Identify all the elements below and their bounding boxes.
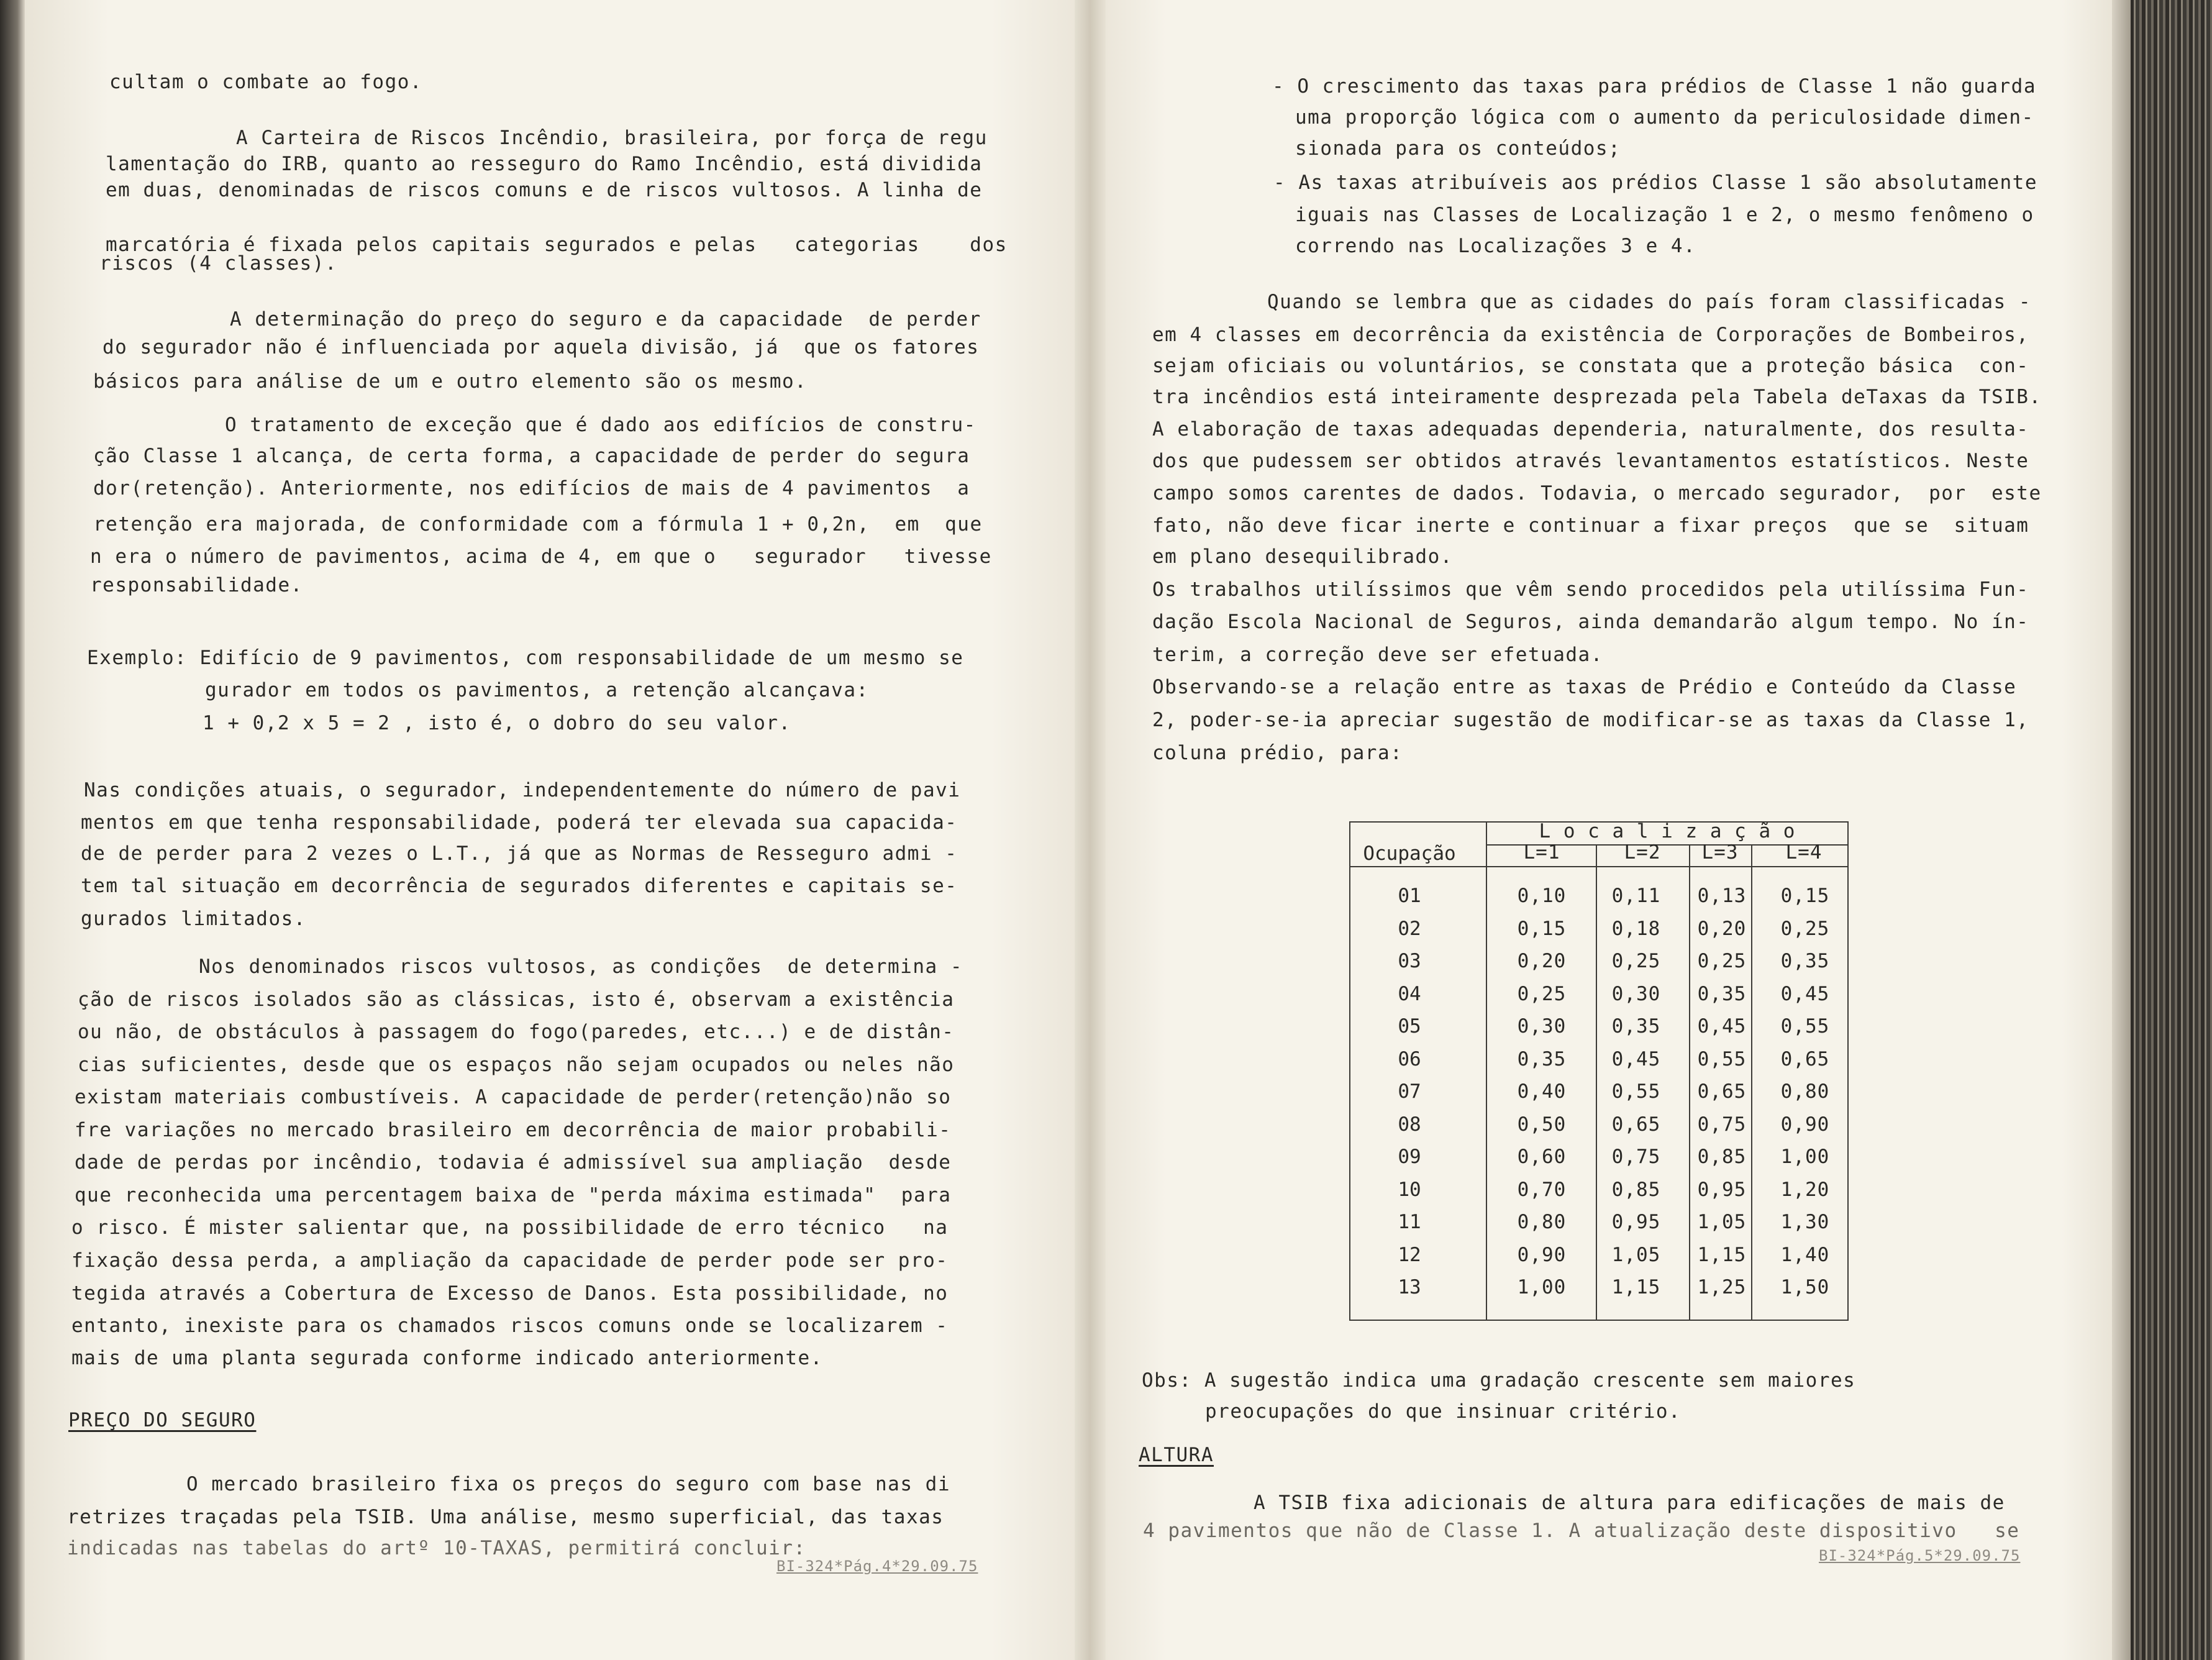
text-line: o risco. É mister salientar que, na possibilidade de erro técnico na: [71, 1216, 949, 1239]
table-value-cell: 0,15: [1517, 917, 1567, 940]
text-line: terim, a correção deve ser efetuada.: [1152, 644, 1603, 666]
table-value-cell: 0,85: [1611, 1178, 1661, 1201]
table-value-cell: 1,00: [1780, 1146, 1830, 1168]
table-value-cell: 0,11: [1611, 885, 1661, 907]
text-line: - As taxas atribuíveis aos prédios Classe 1 são absolutamente: [1273, 171, 2037, 194]
text-line: dação Escola Nacional de Seguros, ainda demandarão algum tempo. No ín-: [1152, 611, 2029, 633]
text-line: iguais nas Classes de Localização 1 e 2, o mesmo fenômeno o: [1295, 204, 2034, 226]
table-occupation-cell: 13: [1398, 1276, 1421, 1298]
text-line: responsabilidade.: [90, 574, 303, 596]
text-line: 2, poder-se-ia apreciar sugestão de modificar-se as taxas da Classe 1,: [1152, 709, 2029, 731]
table-value-cell: 0,55: [1780, 1015, 1830, 1038]
table-value-cell: 0,75: [1697, 1113, 1747, 1136]
text-line: dos que pudessem ser obtidos através levantamentos estatísticos. Neste: [1152, 450, 2029, 472]
page-footer: BI-324*Pág.5*29.09.75: [1819, 1547, 2021, 1564]
text-line: O tratamento de exceção que é dado aos edifícios de constru-: [225, 414, 976, 436]
table-col-header: L=4: [1785, 841, 1823, 864]
text-line: A elaboração de taxas adequadas dependeria, naturalmente, dos resulta-: [1152, 418, 2029, 440]
obs-line: preocupações do que insinuar critério.: [1205, 1400, 1682, 1423]
table-value-cell: 0,45: [1611, 1047, 1661, 1070]
text-line: correndo nas Localizações 3 e 4.: [1295, 235, 1696, 257]
table-occupation-cell: 12: [1398, 1243, 1421, 1266]
text-line: sejam oficiais ou voluntários, se constata que a proteção básica con-: [1152, 355, 2029, 377]
table-value-cell: 0,40: [1517, 1080, 1567, 1103]
table-value-cell: 0,50: [1517, 1113, 1567, 1136]
text-line: A Carteira de Riscos Incêndio, brasileira, por força de regu: [236, 127, 988, 149]
text-line: mentos em que tenha responsabilidade, poderá ter elevada sua capacida-: [81, 811, 958, 834]
text-line: Exemplo: Edifício de 9 pavimentos, com responsabilidade de um mesmo se: [87, 647, 964, 669]
text-line: tem tal situação em decorrência de segurados diferentes e capitais se-: [81, 875, 958, 897]
table-value-cell: 0,10: [1517, 885, 1567, 907]
table-occupation-cell: 07: [1398, 1080, 1421, 1103]
table-occupation-cell: 06: [1398, 1047, 1421, 1070]
table-value-cell: 0,25: [1697, 950, 1747, 972]
text-line: básicos para análise de um e outro elemento são os mesmo.: [93, 370, 808, 393]
table-value-cell: 0,35: [1780, 950, 1830, 972]
text-line: cias suficientes, desde que os espaços não sejam ocupados ou neles não: [78, 1054, 955, 1076]
text-line: lamentação do IRB, quanto ao resseguro do Ramo Incêndio, está dividida: [106, 153, 983, 175]
table-occupation-cell: 02: [1398, 917, 1421, 940]
table-value-cell: 0,65: [1611, 1113, 1661, 1136]
table-value-cell: 1,05: [1697, 1211, 1747, 1233]
rates-table: [1349, 821, 1849, 1321]
text-line: coluna prédio, para:: [1152, 742, 1403, 764]
text-line: 4 pavimentos que não de Classe 1. A atualização deste dispositivo se: [1143, 1520, 2020, 1542]
text-line: sionada para os conteúdos;: [1295, 137, 1621, 160]
table-value-cell: 1,15: [1611, 1276, 1661, 1298]
table-value-cell: 0,20: [1697, 917, 1747, 940]
text-line: Nos denominados riscos vultosos, as condições de determina -: [199, 955, 963, 978]
book-gutter: [1075, 0, 1106, 1660]
table-value-cell: 0,35: [1697, 982, 1747, 1005]
text-line: gurador em todos os pavimentos, a retenção alcançava:: [205, 679, 869, 701]
table-col-header: L=2: [1624, 841, 1661, 864]
text-line: ção Classe 1 alcança, de certa forma, a capacidade de perder do segura: [93, 445, 970, 467]
table-value-cell: 0,25: [1611, 950, 1661, 972]
table-value-cell: 0,55: [1697, 1047, 1747, 1070]
text-line: que reconhecida uma percentagem baixa de "perda máxima estimada" para: [75, 1184, 952, 1206]
table-value-cell: 0,15: [1780, 885, 1830, 907]
text-line: em 4 classes em decorrência da existência de Corporações de Bombeiros,: [1152, 324, 2029, 346]
table-value-cell: 1,05: [1611, 1243, 1661, 1266]
text-line: A TSIB fixa adicionais de altura para edificações de mais de: [1254, 1492, 2005, 1514]
table-value-cell: 0,95: [1611, 1211, 1661, 1233]
text-line: Nas condições atuais, o segurador, independentemente do número de pavi: [84, 779, 961, 801]
table-value-cell: 0,80: [1780, 1080, 1830, 1103]
table-value-cell: 0,90: [1780, 1113, 1830, 1136]
table-value-cell: 1,20: [1780, 1178, 1830, 1201]
table-value-cell: 0,30: [1611, 982, 1661, 1005]
text-line: existam materiais combustíveis. A capacidade de perder(retenção)não so: [75, 1086, 952, 1108]
text-line: fre variações no mercado brasileiro em decorrência de maior probabili-: [75, 1119, 952, 1141]
text-line: ção de riscos isolados são as clássicas, isto é, observam a existência: [78, 988, 955, 1011]
table-occupation-cell: 09: [1398, 1146, 1421, 1168]
text-line: do segurador não é influenciada por aquela divisão, já que os fatores: [102, 336, 980, 358]
table-value-cell: 0,45: [1697, 1015, 1747, 1038]
table-value-cell: 0,35: [1611, 1015, 1661, 1038]
table-value-cell: 0,75: [1611, 1146, 1661, 1168]
text-line: dade de perdas por incêndio, todavia é admissível sua ampliação desde: [75, 1151, 952, 1174]
text-line: uma proporção lógica com o aumento da periculosidade dimen-: [1295, 106, 2034, 129]
table-value-cell: 0,18: [1611, 917, 1661, 940]
table-value-cell: 0,55: [1611, 1080, 1661, 1103]
table-value-cell: 0,95: [1697, 1178, 1747, 1201]
text-line: retrizes traçadas pela TSIB. Uma análise, mesmo superficial, das taxas: [67, 1506, 944, 1528]
text-line: ou não, de obstáculos à passagem do fogo(paredes, etc...) e de distân-: [78, 1021, 955, 1043]
text-line: cultam o combate ao fogo.: [109, 71, 423, 93]
book-left-edge: [0, 0, 25, 1660]
table-occupation-cell: 11: [1398, 1211, 1421, 1233]
table-header-ocupacao: Ocupação: [1363, 842, 1456, 865]
table-value-cell: 0,85: [1697, 1146, 1747, 1168]
text-line: Observando-se a relação entre as taxas de Prédio e Conteúdo da Classe: [1152, 676, 2017, 698]
table-value-cell: 0,80: [1517, 1211, 1567, 1233]
text-line: em duas, denominadas de riscos comuns e de riscos vultosos. A linha de: [106, 179, 983, 201]
table-occupation-cell: 08: [1398, 1113, 1421, 1136]
text-line: fixação dessa perda, a ampliação da capacidade de perder pode ser pro-: [71, 1249, 949, 1272]
text-line: dor(retenção). Anteriormente, nos edifícios de mais de 4 pavimentos a: [93, 477, 970, 499]
text-line: tra incêndios está inteiramente desprezada pela Tabela deTaxas da TSIB.: [1152, 386, 2042, 408]
table-value-cell: 1,40: [1780, 1243, 1830, 1266]
table-occupation-cell: 10: [1398, 1178, 1421, 1201]
text-line: entanto, inexiste para os chamados riscos comuns onde se localizarem -: [71, 1315, 949, 1337]
table-occupation-cell: 05: [1398, 1015, 1421, 1038]
text-line: marcatória é fixada pelos capitais segurados e pelas categorias dos: [106, 234, 1008, 256]
table-col-header: L=3: [1701, 841, 1739, 864]
table-value-cell: 0,65: [1697, 1080, 1747, 1103]
text-line: campo somos carentes de dados. Todavia, o mercado segurador, por este: [1152, 482, 2042, 504]
text-line: de de perder para 2 vezes o L.T., já que as Normas de Resseguro admi -: [81, 842, 958, 865]
table-value-cell: 1,15: [1697, 1243, 1747, 1266]
table-value-cell: 0,25: [1517, 982, 1567, 1005]
text-line: em plano desequilibrado.: [1152, 545, 1453, 568]
text-line: Quando se lembra que as cidades do país foram classificadas -: [1267, 291, 2031, 313]
text-line: mais de uma planta segurada conforme indicado anteriormente.: [71, 1347, 823, 1369]
text-line: 1 + 0,2 x 5 = 2 , isto é, o dobro do seu valor.: [203, 712, 791, 734]
text-line: fato, não deve ficar inerte e continuar a fixar preços que se situam: [1152, 514, 2029, 537]
table-value-cell: 0,35: [1517, 1047, 1567, 1070]
section-heading: PREÇO DO SEGURO: [68, 1409, 257, 1431]
table-value-cell: 0,25: [1780, 917, 1830, 940]
table-occupation-cell: 01: [1398, 885, 1421, 907]
table-occupation-cell: 03: [1398, 950, 1421, 972]
table-occupation-cell: 04: [1398, 982, 1421, 1005]
table-value-cell: 0,60: [1517, 1146, 1567, 1168]
table-value-cell: 0,90: [1517, 1243, 1567, 1266]
table-value-cell: 0,45: [1780, 982, 1830, 1005]
text-line: tegida através a Cobertura de Excesso de Danos. Esta possibilidade, no: [71, 1282, 949, 1305]
table-col-header: L=1: [1523, 841, 1560, 864]
table-value-cell: 0,13: [1697, 885, 1747, 907]
table-value-cell: 0,30: [1517, 1015, 1567, 1038]
text-line: - O crescimento das taxas para prédios de Classe 1 não guarda: [1272, 75, 2036, 98]
table-value-cell: 1,00: [1517, 1276, 1567, 1298]
text-line: A determinação do preço do seguro e da capacidade de perder: [230, 308, 981, 331]
section-heading: ALTURA: [1139, 1444, 1214, 1466]
table-group-header: L o c a l i z a ç ã o: [1539, 820, 1796, 842]
table-value-cell: 0,20: [1517, 950, 1567, 972]
text-line: Os trabalhos utilíssimos que vêm sendo procedidos pela utilíssima Fun-: [1152, 578, 2029, 601]
table-value-cell: 1,50: [1780, 1276, 1830, 1298]
page-footer: BI-324*Pág.4*29.09.75: [776, 1557, 978, 1575]
text-line: riscos (4 classes).: [99, 252, 338, 275]
text-line: gurados limitados.: [81, 908, 306, 930]
text-line: indicadas nas tabelas do artº 10-TAXAS, permitirá concluir:: [67, 1537, 806, 1559]
table-value-cell: 1,25: [1697, 1276, 1747, 1298]
table-value-cell: 0,70: [1517, 1178, 1567, 1201]
table-value-cell: 1,30: [1780, 1211, 1830, 1233]
book-right-edge: [2112, 0, 2212, 1660]
text-line: retenção era majorada, de conformidade com a fórmula 1 + 0,2n, em que: [93, 513, 983, 536]
obs-line: Obs: A sugestão indica uma gradação crescente sem maiores: [1142, 1369, 1856, 1392]
table-value-cell: 0,65: [1780, 1047, 1830, 1070]
text-line: n era o número de pavimentos, acima de 4, em que o segurador tivesse: [90, 545, 992, 568]
text-line: O mercado brasileiro fixa os preços do seguro com base nas di: [186, 1473, 950, 1495]
